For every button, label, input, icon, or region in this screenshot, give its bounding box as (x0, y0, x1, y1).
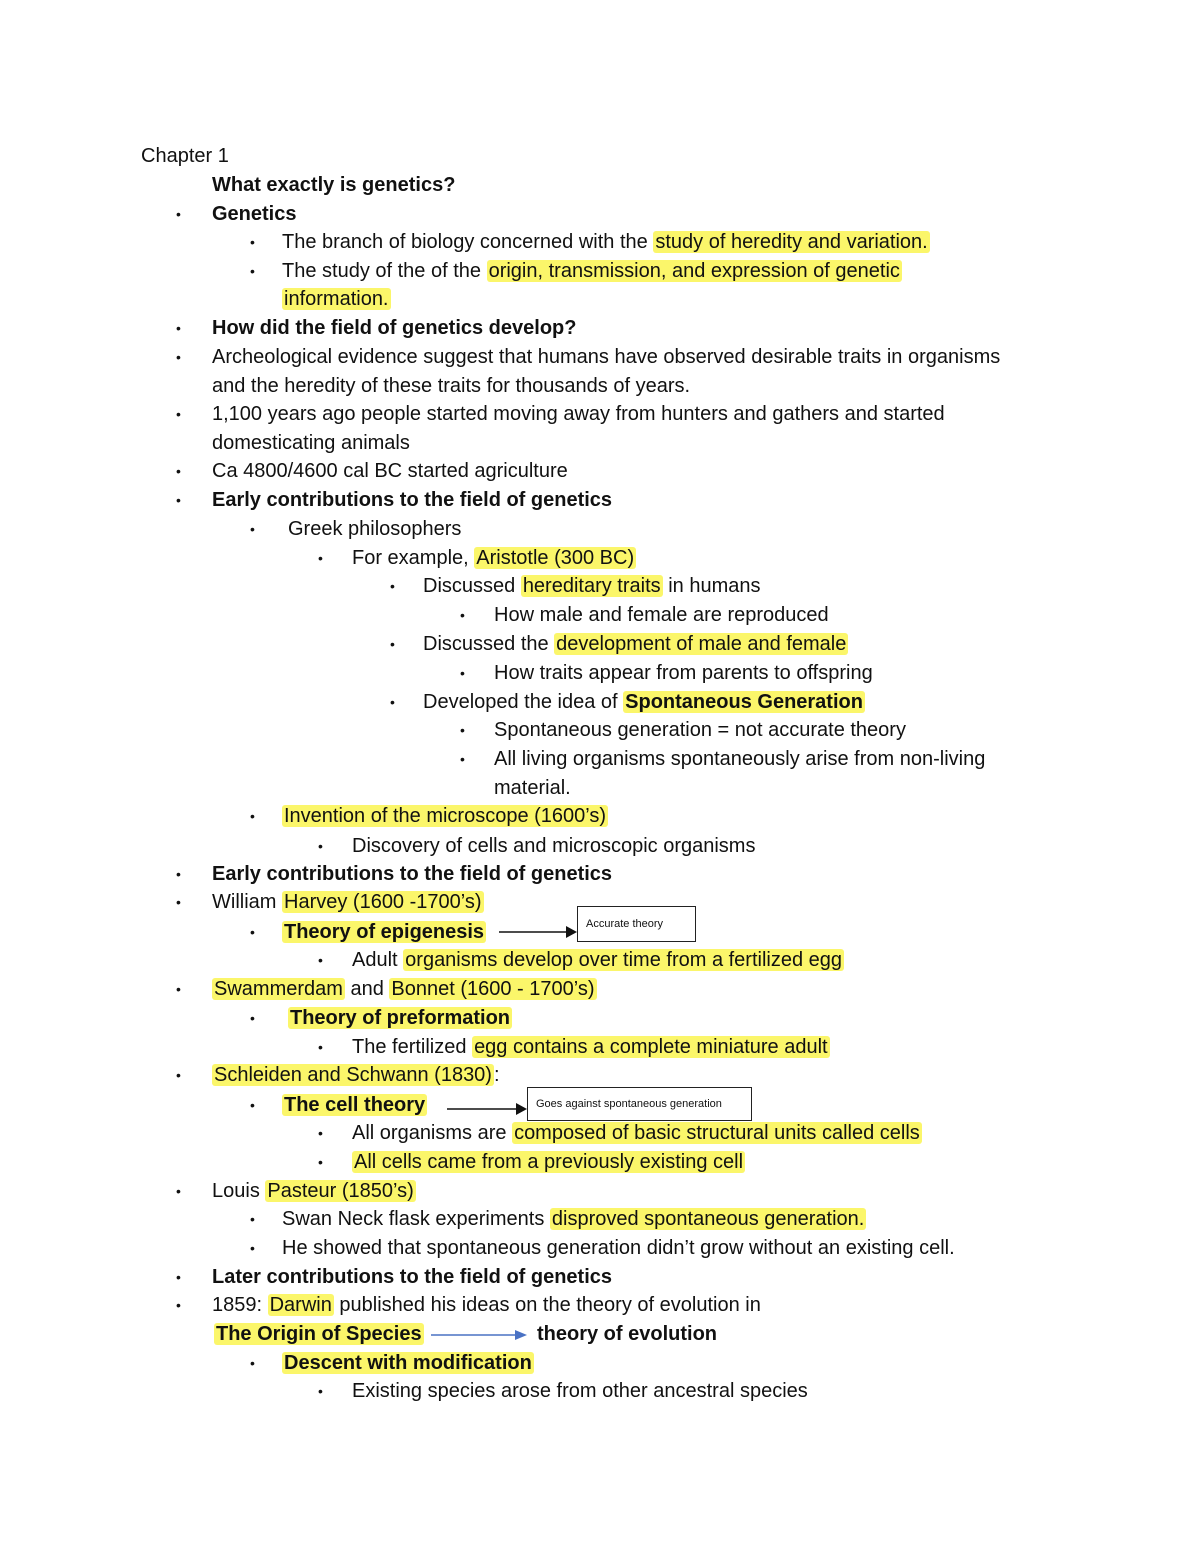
development-line: Discussed the development of male and female (423, 633, 847, 655)
existing-species-line: Existing species arose from other ancestral species (352, 1380, 808, 1402)
traits-appear-line: How traits appear from parents to offspring (494, 662, 873, 684)
living-organisms-line-2: material. (494, 777, 571, 799)
greek-philosophers: Greek philosophers (288, 518, 462, 540)
highlight: Harvey (1600 -1700’s) (284, 891, 482, 913)
bullet: • (176, 1183, 181, 1199)
cell-theory-line (282, 1091, 427, 1119)
highlight: Spontaneous Generation (625, 691, 863, 713)
preformation-line (288, 1004, 512, 1032)
highlight: Aristotle (300 BC) (476, 547, 635, 569)
highlight: disproved spontaneous generation. (551, 1208, 865, 1230)
bullet: • (250, 1355, 255, 1371)
bullet: • (390, 694, 395, 710)
later-contributions-heading: Later contributions to the field of genetics (212, 1266, 613, 1288)
bullet: • (176, 463, 181, 479)
origin-species-arrow (431, 1330, 527, 1340)
bullet: • (318, 1154, 323, 1170)
bullet: • (250, 263, 255, 279)
pasteur-line: Louis Pasteur (1850’s) (212, 1180, 414, 1202)
bullet: • (390, 578, 395, 594)
swammerdam-line: Swammerdam and Bonnet (1600 - 1700’s) (214, 978, 595, 1000)
schleiden-line: Schleiden and Schwann (1830) : (214, 1064, 500, 1086)
bullet: • (250, 234, 255, 250)
genetics-label: Genetics (212, 203, 297, 225)
bullet: • (250, 521, 255, 537)
highlight: origin, transmission, and expression of genetic (488, 260, 900, 282)
bullet: • (460, 751, 465, 767)
bullet: • (176, 894, 181, 910)
early-contributions-heading-2: Early contributions to the field of genetics (212, 863, 613, 885)
highlight: development of male and female (556, 633, 847, 655)
microscope-line (282, 802, 608, 830)
adult-organisms-line: Adult organisms develop over time from a fertilized egg (352, 949, 843, 971)
living-organisms-line-1: All living organisms spontaneously arise from non-living (494, 748, 986, 770)
bullet: • (176, 406, 181, 422)
aristotle-line: For example, Aristotle (300 BC) (352, 547, 635, 569)
bullet: • (318, 1383, 323, 1399)
bullet: • (250, 1240, 255, 1256)
bullet: • (318, 550, 323, 566)
highlight: Invention of the microscope (1600’s) (284, 805, 607, 827)
bullet: • (250, 1097, 255, 1113)
years-line-2: domesticating animals (212, 432, 410, 454)
bullet: • (176, 206, 181, 222)
question-heading: What exactly is genetics? (212, 174, 456, 196)
hereditary-traits-line: Discussed hereditary traits in humans (423, 575, 761, 597)
swan-neck-line: Swan Neck flask experiments disproved spontaneous generation. (282, 1208, 865, 1230)
all-cells-line (352, 1148, 745, 1176)
genetics-definition-1: The branch of biology concerned with the study of heredity and variation. (282, 231, 928, 253)
cell-theory-arrow (447, 1103, 527, 1115)
bullet: • (250, 924, 255, 940)
bullet: • (176, 1297, 181, 1313)
highlight: Bonnet (1600 - 1700’s) (391, 978, 595, 1000)
goes-against-box: Goes against spontaneous generation (527, 1087, 752, 1121)
bullet: • (318, 1039, 323, 1055)
bullet: • (318, 1125, 323, 1141)
bullet: • (250, 808, 255, 824)
bullet: • (318, 838, 323, 854)
highlight: Theory of epigenesis (284, 921, 485, 943)
highlight: egg contains a complete miniature adult (474, 1036, 828, 1058)
bullet: • (460, 607, 465, 623)
archeo-line-1: Archeological evidence suggest that humans have observed desirable traits in organisms (212, 346, 1001, 368)
years-line-1: 1,100 years ago people started moving away from hunters and gathers and started (212, 403, 945, 425)
genetics-definition-2: The study of the of the origin, transmission, and expression of genetic (282, 260, 900, 282)
highlight: study of heredity and variation. (655, 231, 928, 253)
discovery-line: Discovery of cells and microscopic organisms (352, 835, 756, 857)
bullet: • (250, 1211, 255, 1227)
highlight: hereditary traits (522, 575, 661, 597)
descent-line (282, 1349, 534, 1377)
chapter-title: Chapter 1 (141, 145, 229, 167)
bullet: • (176, 1269, 181, 1285)
bullet: • (318, 952, 323, 968)
male-female-line: How male and female are reproduced (494, 604, 829, 626)
darwin-line: 1859: Darwin published his ideas on the theory of evolution in (212, 1294, 761, 1316)
spontaneous-generation-line: Developed the idea of Spontaneous Generation (423, 691, 863, 713)
origin-of-species (214, 1320, 424, 1348)
highlight: The cell theory (284, 1094, 426, 1116)
highlight: Theory of preformation (290, 1007, 511, 1029)
fertilized-egg-line: The fertilized egg contains a complete miniature adult (352, 1036, 828, 1058)
bullet: • (176, 320, 181, 336)
bullet: • (176, 349, 181, 365)
accurate-theory-box: Accurate theory (577, 906, 696, 942)
develop-question: How did the field of genetics develop? (212, 317, 577, 339)
epigenesis-line (282, 918, 486, 946)
bullet: • (176, 866, 181, 882)
bullet: • (250, 1010, 255, 1026)
harvey-line: William Harvey (1600 -1700’s) (212, 891, 482, 913)
highlight: organisms develop over time from a fertilized egg (405, 949, 843, 971)
highlight: All cells came from a previously existing cell (354, 1151, 744, 1173)
highlight: information. (284, 288, 389, 310)
highlight: Darwin (269, 1294, 332, 1316)
showed-line: He showed that spontaneous generation didn’t grow without an existing cell. (282, 1237, 955, 1259)
highlight: Swammerdam (214, 978, 343, 1000)
theory-of-evolution: theory of evolution (537, 1323, 717, 1345)
early-contributions-heading: Early contributions to the field of genetics (212, 489, 613, 511)
all-organisms-line: All organisms are composed of basic structural units called cells (352, 1122, 920, 1144)
spontaneous-not-accurate: Spontaneous generation = not accurate theory (494, 719, 906, 741)
bullet: • (390, 636, 395, 652)
highlight: Pasteur (1850’s) (267, 1180, 414, 1202)
highlight: The Origin of Species (216, 1323, 422, 1345)
genetics-definition-2-cont (282, 285, 391, 313)
highlight: Descent with modification (284, 1352, 532, 1374)
bullet: • (460, 665, 465, 681)
bullet: • (460, 722, 465, 738)
archeo-line-2: and the heredity of these traits for thousands of years. (212, 375, 691, 397)
highlight: Schleiden and Schwann (1830) (214, 1064, 492, 1086)
agriculture-line: Ca 4800/4600 cal BC started agriculture (212, 460, 568, 482)
highlight: composed of basic structural units called cells (514, 1122, 920, 1144)
bullet: • (176, 1067, 181, 1083)
epigenesis-arrow (499, 926, 577, 938)
bullet: • (176, 981, 181, 997)
bullet: • (176, 492, 181, 508)
